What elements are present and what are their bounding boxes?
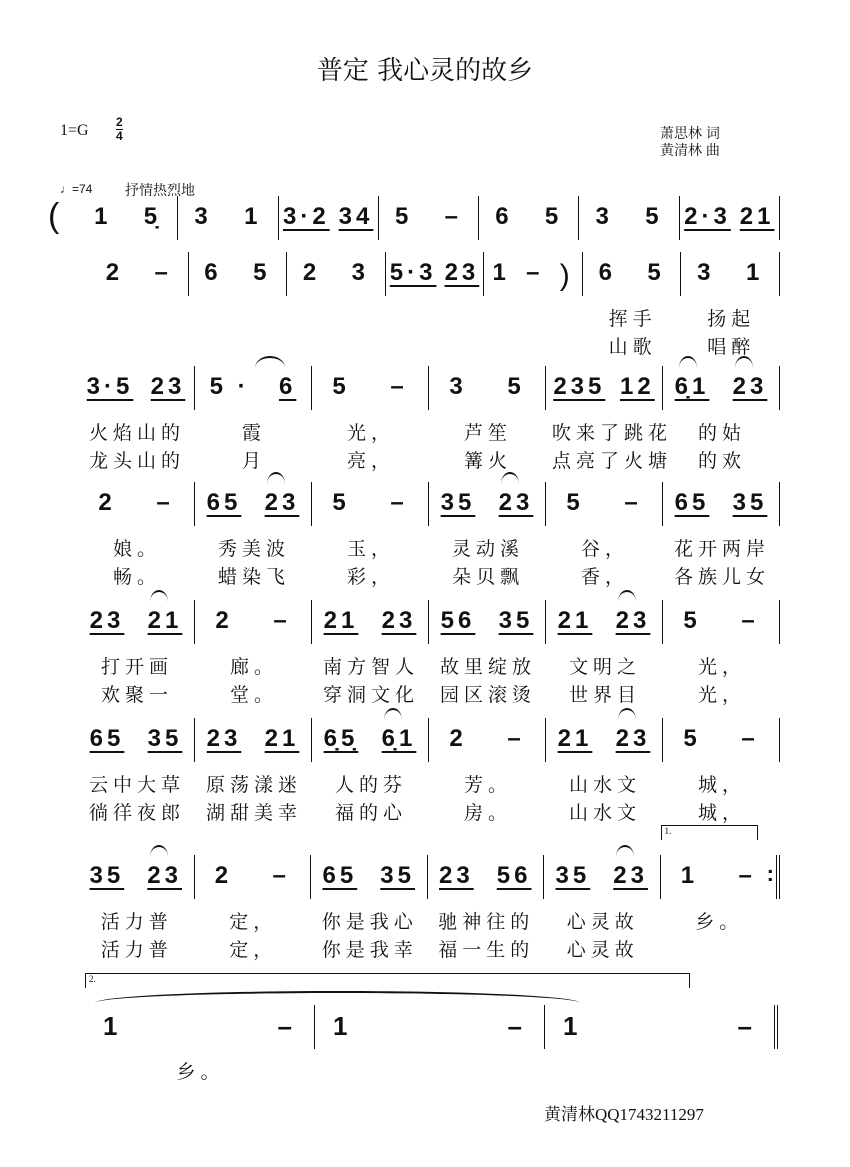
lyric-verse-1: 南方智人 xyxy=(322,656,419,678)
lyric-verse-2: 福一生的 xyxy=(438,939,535,961)
time-signature-bottom: 4 xyxy=(116,129,123,143)
note-group: 6 xyxy=(495,203,513,230)
note-group: 5 xyxy=(394,203,413,230)
notes xyxy=(379,196,478,240)
note-group: 23 xyxy=(264,489,300,516)
notes xyxy=(195,366,311,410)
note-group: 23 xyxy=(206,725,242,752)
notes xyxy=(312,718,428,762)
repeat-paren-close: ) xyxy=(559,259,574,292)
credits xyxy=(660,125,720,159)
lyric-verse-2: 园区滚烫 xyxy=(439,684,536,706)
lyric-verse-1: 人的芬 xyxy=(334,774,407,796)
measure xyxy=(78,482,195,588)
notes xyxy=(681,252,779,296)
lyric-verse-1: 火焰山的 xyxy=(88,422,185,444)
note-group: 2 xyxy=(215,607,233,634)
note-group: 2 xyxy=(105,259,124,286)
note-group: 23 xyxy=(732,373,768,400)
measure xyxy=(546,482,663,588)
lyric-verse-2: 朵贝飘 xyxy=(451,566,524,588)
note-group: 5 xyxy=(544,203,563,230)
lyric-verse-1: 故里绽放 xyxy=(439,656,536,678)
lyric-verse-2: 房。 xyxy=(463,802,512,824)
lyric-verse-2: 山歌 xyxy=(608,336,657,358)
lyric-verse-2: 各族儿女 xyxy=(673,566,770,588)
notes xyxy=(546,600,662,644)
expression-marking: 抒情热烈地 xyxy=(125,182,195,198)
notes xyxy=(78,855,194,899)
measure xyxy=(583,252,682,358)
staff-row xyxy=(78,826,780,961)
notes xyxy=(90,252,188,296)
note-group: 65 xyxy=(89,725,125,752)
measure xyxy=(312,718,429,824)
note-group: 3·2 xyxy=(283,203,330,230)
lyric-verse-1: 娘。 xyxy=(112,538,161,560)
measure xyxy=(195,855,312,961)
measure xyxy=(178,196,278,240)
lyric-verse-2: 篝火 xyxy=(463,450,512,472)
note-group: 5̣ xyxy=(143,203,162,230)
composer: 黄清林 曲 xyxy=(660,142,720,158)
note-group: 235 xyxy=(553,373,606,400)
lyric-verse-1: 花开两岸 xyxy=(673,538,770,560)
note-group: 23 xyxy=(89,607,125,634)
lyric-verse-2: 欢聚一 xyxy=(100,684,173,706)
tie xyxy=(384,708,402,720)
note-group: 1 xyxy=(103,1011,122,1041)
lyric-verse-1: 心灵故 xyxy=(566,911,639,933)
lyric-verse-2: 唱醉 xyxy=(707,336,756,358)
lyric-verse-2: 的欢 xyxy=(697,450,746,472)
note-group: 1 xyxy=(492,259,510,286)
measure xyxy=(189,252,288,296)
repeat-paren-open: ( xyxy=(48,197,60,235)
note-group: 12 xyxy=(619,373,655,400)
lyric-verse-1: 云中大草 xyxy=(88,774,185,796)
notes xyxy=(545,1005,774,1049)
note-group: 3 xyxy=(697,259,715,286)
volta-2: 2. xyxy=(85,973,690,988)
lyric-verse-1: 文明之 xyxy=(568,656,641,678)
notes xyxy=(546,718,662,762)
lyric-verse-2: 徜徉夜郎 xyxy=(88,802,185,824)
signature: 黄清林QQ1743211297 xyxy=(544,1105,704,1124)
note-group: 2 xyxy=(302,259,321,286)
note-group: – xyxy=(273,607,291,634)
lyric-verse-1: 扬起 xyxy=(707,308,756,330)
note-group: 5 · xyxy=(209,373,250,400)
tie xyxy=(267,472,285,484)
note-group: 35 xyxy=(440,489,476,516)
note-group: 21 xyxy=(147,607,183,634)
notes xyxy=(279,196,378,240)
notes xyxy=(428,855,544,899)
note-group: 6̣5̣ xyxy=(323,725,359,752)
notes xyxy=(680,196,779,240)
tie xyxy=(618,708,636,720)
lyric-verse-1: 光， xyxy=(346,422,395,444)
staff-row xyxy=(48,196,780,240)
note-group: 5 xyxy=(645,203,663,230)
notes xyxy=(661,855,777,899)
measure xyxy=(681,252,780,358)
notes xyxy=(663,366,779,410)
lyric-verse-2: 湖甜美幸 xyxy=(205,802,302,824)
staff-row xyxy=(78,718,780,824)
note-group: 65 xyxy=(206,489,242,516)
note-group: – xyxy=(507,725,525,752)
measure xyxy=(287,252,386,296)
note-group: 65 xyxy=(322,862,358,889)
note-group: 6 xyxy=(598,259,616,286)
note-group: – xyxy=(741,725,759,752)
measure xyxy=(429,366,546,472)
measure xyxy=(428,855,545,961)
note-group: 1 xyxy=(563,1011,582,1041)
measure xyxy=(546,366,673,472)
note-group: 23 xyxy=(150,373,186,400)
tie xyxy=(150,590,168,602)
lyric-verse-2: 点亮了火塘 xyxy=(552,450,673,472)
note-group: 6 xyxy=(204,259,222,286)
notes xyxy=(78,366,194,410)
note-group: 34 xyxy=(338,203,374,230)
lyric-verse-1: 光， xyxy=(697,656,746,678)
lyric-verse-1: 霞 xyxy=(241,422,266,444)
notes xyxy=(178,196,277,240)
lyric-verse-2: 彩， xyxy=(346,566,395,588)
lyric-verse-2: 龙头山的 xyxy=(88,450,185,472)
notes xyxy=(429,366,545,410)
note-group: 5 xyxy=(683,607,701,634)
note-group: 1 xyxy=(244,203,262,230)
tie xyxy=(618,590,636,602)
notes xyxy=(546,482,662,526)
lyric-verse-2: 山水文 xyxy=(568,802,641,824)
measure xyxy=(663,600,780,706)
note-group: – xyxy=(277,1011,296,1041)
notes xyxy=(85,1005,314,1049)
note-group: 5 xyxy=(507,373,525,400)
notes xyxy=(315,1005,544,1049)
measure xyxy=(78,600,195,706)
note-group: 1 xyxy=(680,862,699,889)
notes xyxy=(287,252,385,296)
tie xyxy=(255,356,285,368)
notes xyxy=(663,718,779,762)
lyric-verse-1: 城， xyxy=(697,774,746,796)
lyric-verse-1: 定， xyxy=(229,911,278,933)
lyric-verse-2: 堂。 xyxy=(229,684,278,706)
staff-row xyxy=(78,366,780,472)
measure xyxy=(311,855,428,961)
lyric-verse-2: 畅。 xyxy=(112,566,161,588)
lyric-verse-1: 驰神往的 xyxy=(438,911,535,933)
lyric-verse-1: 原荡漾迷 xyxy=(205,774,302,796)
note-group: – xyxy=(444,203,462,230)
notes xyxy=(312,600,428,644)
note-group: 1 xyxy=(333,1011,352,1041)
note-group: 5 xyxy=(647,259,665,286)
lyric-verse-1: 廊。 xyxy=(229,656,278,678)
note-group: 35 xyxy=(555,862,591,889)
note-group: 23 xyxy=(613,862,648,889)
note-group: – xyxy=(156,489,174,516)
note-group: 6 xyxy=(278,373,297,400)
measure xyxy=(663,366,780,472)
note-group: 5 xyxy=(332,373,350,400)
lyric-verse-1: 谷， xyxy=(580,538,629,560)
lyric-verse-1: 秀美波 xyxy=(217,538,290,560)
notes xyxy=(195,600,311,644)
note-group: 2 xyxy=(98,489,116,516)
measure xyxy=(484,252,583,296)
note-group: 3 xyxy=(595,203,613,230)
measure xyxy=(544,855,661,961)
note-group: 3 xyxy=(351,259,369,286)
measure xyxy=(479,196,579,240)
lyric-verse-2: 活力普 xyxy=(100,939,173,961)
lyric-verse-1: 挥手 xyxy=(608,308,657,330)
note-group: 35 xyxy=(498,607,534,634)
staff-row xyxy=(90,252,780,358)
notes xyxy=(78,482,194,526)
tie xyxy=(501,472,519,484)
notes xyxy=(429,482,545,526)
measure xyxy=(579,196,679,240)
repeat-sign: : xyxy=(766,861,774,886)
note-group: 6̣1 xyxy=(674,373,710,400)
lyric-verse-2: 亮， xyxy=(346,450,395,472)
volta-1: 1. xyxy=(661,825,759,840)
note-group: 23 xyxy=(444,259,480,286)
note-group: 3 xyxy=(449,373,467,400)
notes xyxy=(312,366,428,410)
measure xyxy=(312,366,429,472)
song-title: 普定 我心灵的故乡 xyxy=(316,56,534,86)
lyric-verse-2: 定， xyxy=(229,939,278,961)
note-group: 6̣1 xyxy=(381,725,417,752)
note-group: – xyxy=(741,607,759,634)
note-group: – xyxy=(507,1011,526,1041)
note-group: 65 xyxy=(674,489,710,516)
notes xyxy=(429,718,545,762)
lyric-verse-1: 乡。 xyxy=(176,1061,225,1083)
staff-row xyxy=(78,482,780,588)
measure xyxy=(78,718,195,824)
notes xyxy=(544,855,660,899)
note-group: 23 xyxy=(498,489,534,516)
note-group: 21 xyxy=(323,607,359,634)
notes xyxy=(386,252,484,296)
staff-row xyxy=(85,974,778,1083)
lyric-verse-1: 芳。 xyxy=(463,774,512,796)
note-group: 21 xyxy=(739,203,775,230)
measure xyxy=(315,1005,545,1049)
notes xyxy=(78,718,194,762)
key-signature: 1=G xyxy=(60,122,89,139)
measure xyxy=(546,600,663,706)
lyric-verse-1: 的姑 xyxy=(697,422,746,444)
notes xyxy=(583,252,681,296)
lyric-verse-2: 蜡染飞 xyxy=(217,566,290,588)
lyric-verse-1: 打开画 xyxy=(100,656,173,678)
lyric-verse-2: 穿洞文化 xyxy=(322,684,419,706)
notes xyxy=(311,855,427,899)
notes xyxy=(579,196,678,240)
measure xyxy=(279,196,379,240)
notes xyxy=(663,600,779,644)
note-group: 23 xyxy=(615,725,651,752)
note-group: 5·3 xyxy=(389,259,437,286)
measure xyxy=(90,252,189,296)
note-group: 3·5 xyxy=(86,373,134,400)
notes xyxy=(479,196,578,240)
time-signature-top: 2 xyxy=(116,115,123,129)
note-group: 35 xyxy=(89,862,125,889)
lyricist: 萧思林 词 xyxy=(660,125,720,141)
note-group: 56 xyxy=(496,862,532,889)
lyric-verse-1: 乡。 xyxy=(695,911,744,933)
lyric-verse-2: 世界目 xyxy=(568,684,641,706)
measure xyxy=(78,366,195,472)
time-signature xyxy=(116,116,123,143)
note-group: 56 xyxy=(440,607,476,634)
measure xyxy=(195,482,312,588)
note-group: 35 xyxy=(732,489,768,516)
measure xyxy=(195,718,312,824)
measure xyxy=(546,718,663,824)
notes xyxy=(195,855,311,899)
note-group: – xyxy=(390,489,408,516)
lyric-verse-1: 芦笙 xyxy=(463,422,512,444)
lyric-verse-2: 光， xyxy=(697,684,746,706)
note-group: 2 xyxy=(214,862,233,889)
measure xyxy=(312,482,429,588)
note-group: 23 xyxy=(439,862,474,889)
measure xyxy=(78,855,195,961)
notes xyxy=(663,482,779,526)
measure xyxy=(680,196,780,240)
measure xyxy=(661,826,781,933)
measure xyxy=(545,1005,778,1049)
note-group: 35 xyxy=(147,725,183,752)
lyric-verse-1: 吹来了跳花 xyxy=(552,422,673,444)
note-group: – xyxy=(624,489,642,516)
note-group: 2·3 xyxy=(684,203,731,230)
note-group: 3 xyxy=(194,203,212,230)
measure xyxy=(195,600,312,706)
lyric-verse-2: 香， xyxy=(580,566,629,588)
notes xyxy=(78,600,194,644)
note-group: 35 xyxy=(380,862,415,889)
note-group: 21 xyxy=(557,725,593,752)
note-group: – xyxy=(390,373,408,400)
note-group: 1 xyxy=(94,203,112,230)
notes xyxy=(195,482,311,526)
measure xyxy=(386,252,485,296)
lyric-verse-2: 福的心 xyxy=(334,802,407,824)
note-group: 23 xyxy=(147,862,182,889)
notes xyxy=(546,366,662,410)
notes xyxy=(195,718,311,762)
lyric-verse-2: 你是我幸 xyxy=(321,939,418,961)
note-group: – xyxy=(737,1011,756,1041)
measure xyxy=(663,718,780,824)
measure xyxy=(379,196,479,240)
lyric-verse-1: 灵动溪 xyxy=(451,538,524,560)
lyric-verse-1: 山水文 xyxy=(568,774,641,796)
note-group: 23 xyxy=(381,607,417,634)
note-group: 5 xyxy=(253,259,271,286)
note-group: 23 xyxy=(615,607,651,634)
measure xyxy=(429,718,546,824)
note-group: 21 xyxy=(557,607,593,634)
note-group: – xyxy=(526,259,544,286)
lyric-verse-1: 你是我心 xyxy=(321,911,418,933)
note-group: 5 xyxy=(566,489,584,516)
lyric-verse-1: 玉， xyxy=(346,538,395,560)
notes xyxy=(189,252,287,296)
note-group: 1 xyxy=(745,259,764,286)
measure xyxy=(429,600,546,706)
measure xyxy=(85,1005,315,1083)
note-group: – xyxy=(154,259,172,286)
note-group: – xyxy=(272,862,290,889)
note-group: 5 xyxy=(683,725,701,752)
notes xyxy=(484,252,582,296)
tie xyxy=(616,845,634,857)
note-group: 5 xyxy=(332,489,350,516)
measure xyxy=(663,482,780,588)
tie xyxy=(150,845,168,857)
slur xyxy=(95,991,580,1003)
lyric-verse-2: 心灵故 xyxy=(566,939,639,961)
measure xyxy=(195,366,312,472)
note-group: – xyxy=(738,862,756,889)
notes xyxy=(312,482,428,526)
tempo-marking: ♩=74 xyxy=(60,182,93,196)
measure xyxy=(429,482,546,588)
lyric-verse-2: 月 xyxy=(241,450,266,472)
lyric-verse-1: 活力普 xyxy=(100,911,173,933)
note-group: 21 xyxy=(264,725,300,752)
note-group: 2 xyxy=(449,725,467,752)
measure xyxy=(78,196,178,240)
notes xyxy=(78,196,177,240)
staff-row xyxy=(78,600,780,706)
notes xyxy=(429,600,545,644)
measure xyxy=(312,600,429,706)
lyric-verse-2: 城， xyxy=(697,802,746,824)
